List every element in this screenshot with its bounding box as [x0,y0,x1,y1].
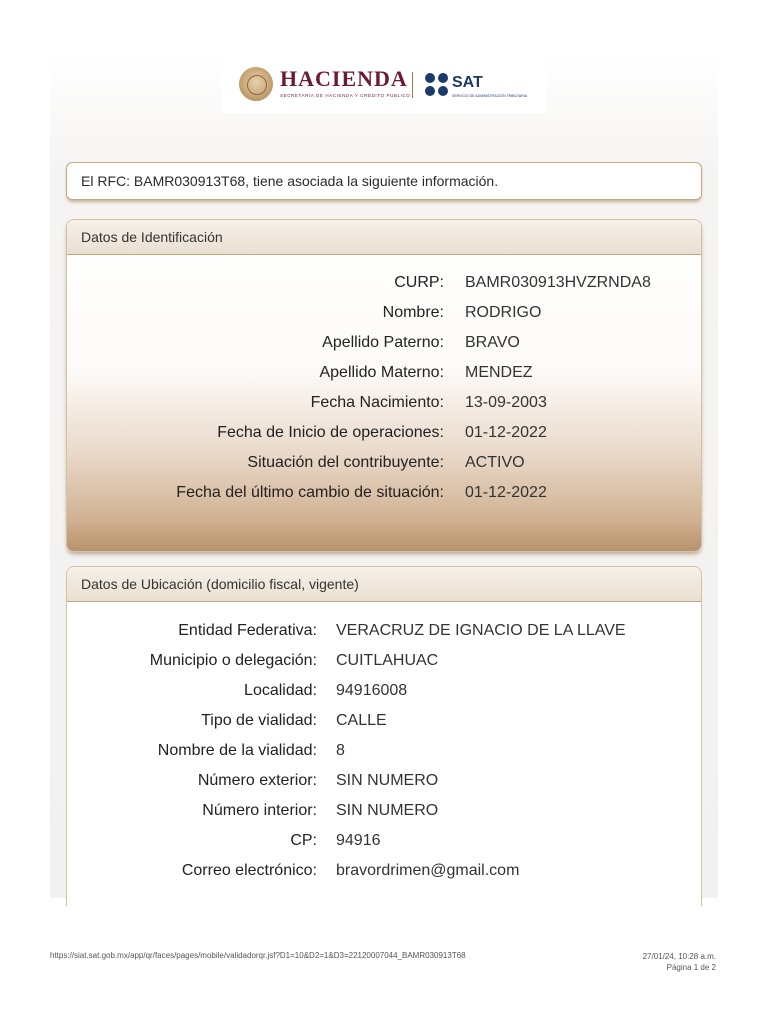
field-label: Número exterior: [197,772,317,789]
location-row [67,832,701,856]
field-value: 8 [336,742,345,759]
field-label: Fecha de Inicio de operaciones: [217,424,444,441]
field-label: Situación del contribuyente: [247,454,444,471]
field-label: Número interior: [202,802,317,819]
field-label: Apellido Paterno: [322,334,444,351]
field-value: SIN NUMERO [336,772,439,789]
field-value: RODRIGO [465,304,542,321]
field-value: CALLE [336,712,387,729]
location-row [67,742,701,766]
field-label: CURP: [394,274,444,291]
field-value: BRAVO [465,334,520,351]
hacienda-logo-subtitle: SECRETARÍA DE HACIENDA Y CRÉDITO PÚBLICO [280,93,411,98]
footer-url: https://siat.sat.gob.mx/app/qr/faces/pages/mobile/validadorqr.jsf?D1=10&D2=1&D3=22120007044_BAMR030913T68 [50,951,466,960]
identification-section [66,219,702,552]
email-value: bravordrimen@gmail.com [336,862,520,879]
footer-page-number: Página 1 de 2 [666,963,716,972]
mexico-seal-icon [239,67,273,101]
field-value: ACTIVO [465,454,525,471]
field-value: BAMR030913HVZRNDA8 [465,274,651,291]
field-label: Apellido Materno: [319,364,444,381]
field-label: CP: [290,832,317,849]
location-row [67,622,701,646]
location-row [67,652,701,676]
field-label: Localidad: [244,682,317,699]
location-row [67,682,701,706]
field-label: Fecha Nacimiento: [310,394,444,411]
field-value: MENDEZ [465,364,533,381]
identification-row [67,304,701,328]
identification-row [67,424,701,448]
location-row [67,712,701,736]
field-label: Tipo de vialidad: [201,712,317,729]
field-value: 94916008 [336,682,408,699]
identification-row [67,334,701,358]
identification-row [67,394,701,418]
field-value: 01-12-2022 [465,424,547,441]
field-value: SIN NUMERO [336,802,439,819]
field-value: 94916 [336,832,381,849]
field-label: Nombre de la vialidad: [157,742,317,759]
field-value: CUITLAHUAC [336,652,439,669]
field-value: VERACRUZ DE IGNACIO DE LA LLAVE [336,622,626,639]
field-value: 01-12-2022 [465,484,547,501]
location-row [67,772,701,796]
hacienda-logo-title: HACIENDA [280,66,408,91]
identification-row [67,274,701,298]
field-label: Fecha del último cambio de situación: [176,484,444,501]
footer-meta [643,951,716,973]
sat-logo-subtitle: SERVICIO DE ADMINISTRACIÓN TRIBUTARIA [452,94,528,98]
identification-row [67,484,701,508]
sat-logo-icon [425,73,449,97]
logo-divider [412,72,413,98]
field-label: Nombre: [382,304,444,321]
footer-datetime: 27/01/24, 10:28 a.m. [642,952,716,961]
field-value: 13-09-2003 [465,394,547,411]
location-row [67,802,701,826]
identification-row [67,454,701,478]
rfc-notice: El RFC: BAMR030913T68, tiene asociada la siguiente información. [66,162,702,200]
location-row [67,862,701,886]
location-section-title: Datos de Ubicación (domicilio fiscal, vigente) [67,567,701,602]
field-label: Municipio o delegación: [149,652,317,669]
identification-row [67,364,701,388]
identification-section-title: Datos de Identificación [67,220,701,255]
location-section [66,566,702,906]
field-label: Entidad Federativa: [178,622,317,639]
sat-logo-title: SAT [452,74,483,91]
field-label: Correo electrónico: [181,862,317,879]
